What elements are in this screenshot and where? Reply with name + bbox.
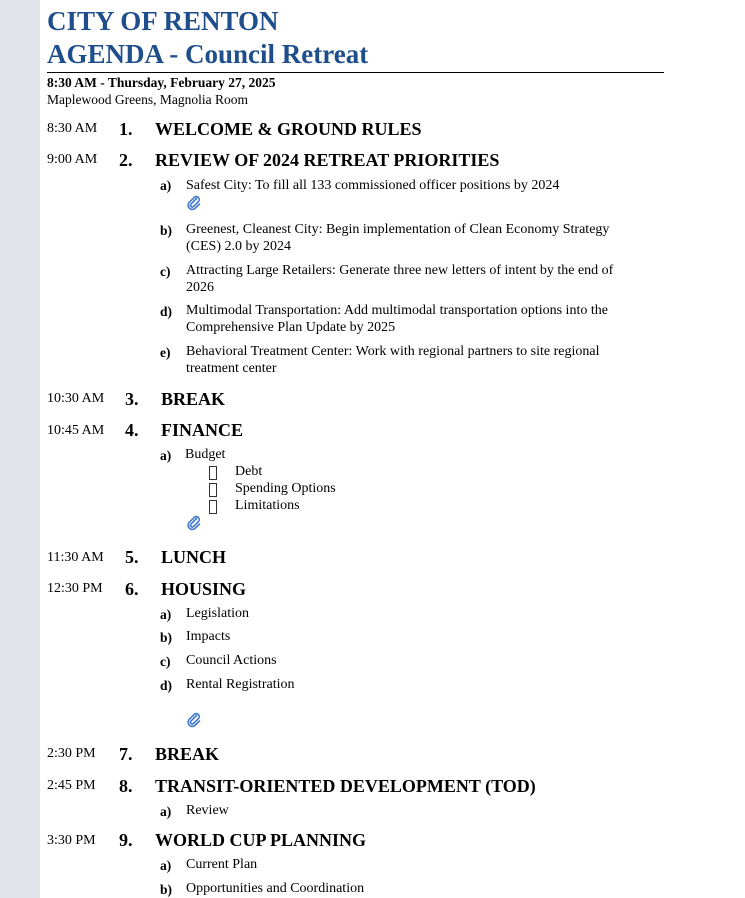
sub-item-text: Legislation <box>186 606 249 621</box>
sub-item-letter: c) <box>160 264 171 279</box>
sub-item-letter: a) <box>160 178 172 193</box>
sub-item-text: Opportunities and Coordination <box>186 881 365 896</box>
item-heading: REVIEW OF 2024 RETREAT PRIORITIES <box>155 150 500 170</box>
sub-item-letter: b) <box>160 223 173 238</box>
meeting-location: Maplewood Greens, Magnolia Room <box>47 92 248 107</box>
sub-item-text: Safest City: To fill all 133 commissioned officer positions by 2024 <box>186 178 560 193</box>
sub-item-text: Behavioral Treatment Center: Work with regional partners to site regional <box>186 344 600 359</box>
sub-item-letter: a) <box>160 448 172 463</box>
item-heading: BREAK <box>161 389 226 409</box>
item-time: 8:30 AM <box>47 121 98 136</box>
sub-item-text: Multimodal Transportation: Add multimodal transportation options into the <box>186 303 608 318</box>
sub-item-text: Current Plan <box>186 857 258 872</box>
sub-item-letter: e) <box>160 345 171 360</box>
item-heading: FINANCE <box>161 420 244 440</box>
bullet-box <box>209 483 217 497</box>
paperclip-icon[interactable] <box>186 515 202 531</box>
sub-item-letter: c) <box>160 654 171 669</box>
sub-item-letter: a) <box>160 804 172 819</box>
sub-item-text: treatment center <box>186 361 277 376</box>
sub-item-text: 2026 <box>186 280 214 295</box>
item-number: 1. <box>119 119 133 139</box>
item-time: 12:30 PM <box>47 581 103 596</box>
sub-item-letter: a) <box>160 858 172 873</box>
sub-item-text: Comprehensive Plan Update by 2025 <box>186 320 396 335</box>
item-heading: WELCOME & GROUND RULES <box>155 119 422 139</box>
item-heading: HOUSING <box>161 579 247 599</box>
paperclip-icon[interactable] <box>186 195 202 211</box>
left-margin-strip <box>0 0 40 898</box>
sub-item-text: Council Actions <box>186 653 277 668</box>
item-heading: WORLD CUP PLANNING <box>155 830 367 850</box>
bullet-box <box>209 500 217 514</box>
bullet-text: Limitations <box>235 498 300 513</box>
agenda-title: AGENDA - Council Retreat <box>47 39 369 69</box>
item-time: 2:30 PM <box>47 746 96 761</box>
sub-item-letter: d) <box>160 304 173 319</box>
item-number: 4. <box>125 420 139 440</box>
item-time: 3:30 PM <box>47 833 96 848</box>
item-time: 10:45 AM <box>47 423 105 438</box>
item-number: 8. <box>119 776 133 796</box>
sub-item-letter: a) <box>160 607 172 622</box>
bullet-box <box>209 466 217 480</box>
meeting-date: 8:30 AM - Thursday, February 27, 2025 <box>47 75 276 90</box>
item-heading: BREAK <box>155 744 220 764</box>
item-number: 3. <box>125 389 139 409</box>
sub-item-text: Greenest, Cleanest City: Begin implementation of Clean Economy Strategy <box>186 222 610 237</box>
agenda-document <box>40 0 745 898</box>
item-heading: TRANSIT-ORIENTED DEVELOPMENT (TOD) <box>155 776 536 796</box>
sub-item-text: Review <box>186 803 229 818</box>
item-time: 2:45 PM <box>47 778 96 793</box>
item-number: 9. <box>119 830 133 850</box>
header-rule <box>47 72 664 73</box>
sub-item-text: Budget <box>185 447 226 462</box>
item-number: 6. <box>125 579 139 599</box>
item-time: 9:00 AM <box>47 152 98 167</box>
sub-item-text: Impacts <box>186 629 231 644</box>
item-time: 10:30 AM <box>47 391 105 406</box>
bullet-text: Debt <box>235 464 263 479</box>
org-title: CITY OF RENTON <box>47 6 279 36</box>
sub-item-letter: b) <box>160 882 173 897</box>
sub-item-letter: d) <box>160 678 173 693</box>
bullet-text: Spending Options <box>235 481 336 496</box>
sub-item-text: Attracting Large Retailers: Generate three new letters of intent by the end of <box>186 263 614 278</box>
item-number: 2. <box>119 150 133 170</box>
item-number: 5. <box>125 547 139 567</box>
sub-item-letter: b) <box>160 630 173 645</box>
paperclip-icon[interactable] <box>186 712 202 728</box>
item-heading: LUNCH <box>161 547 227 567</box>
item-number: 7. <box>119 744 133 764</box>
sub-item-text: (CES) 2.0 by 2024 <box>186 239 291 254</box>
item-time: 11:30 AM <box>47 550 104 565</box>
sub-item-text: Rental Registration <box>186 677 295 692</box>
